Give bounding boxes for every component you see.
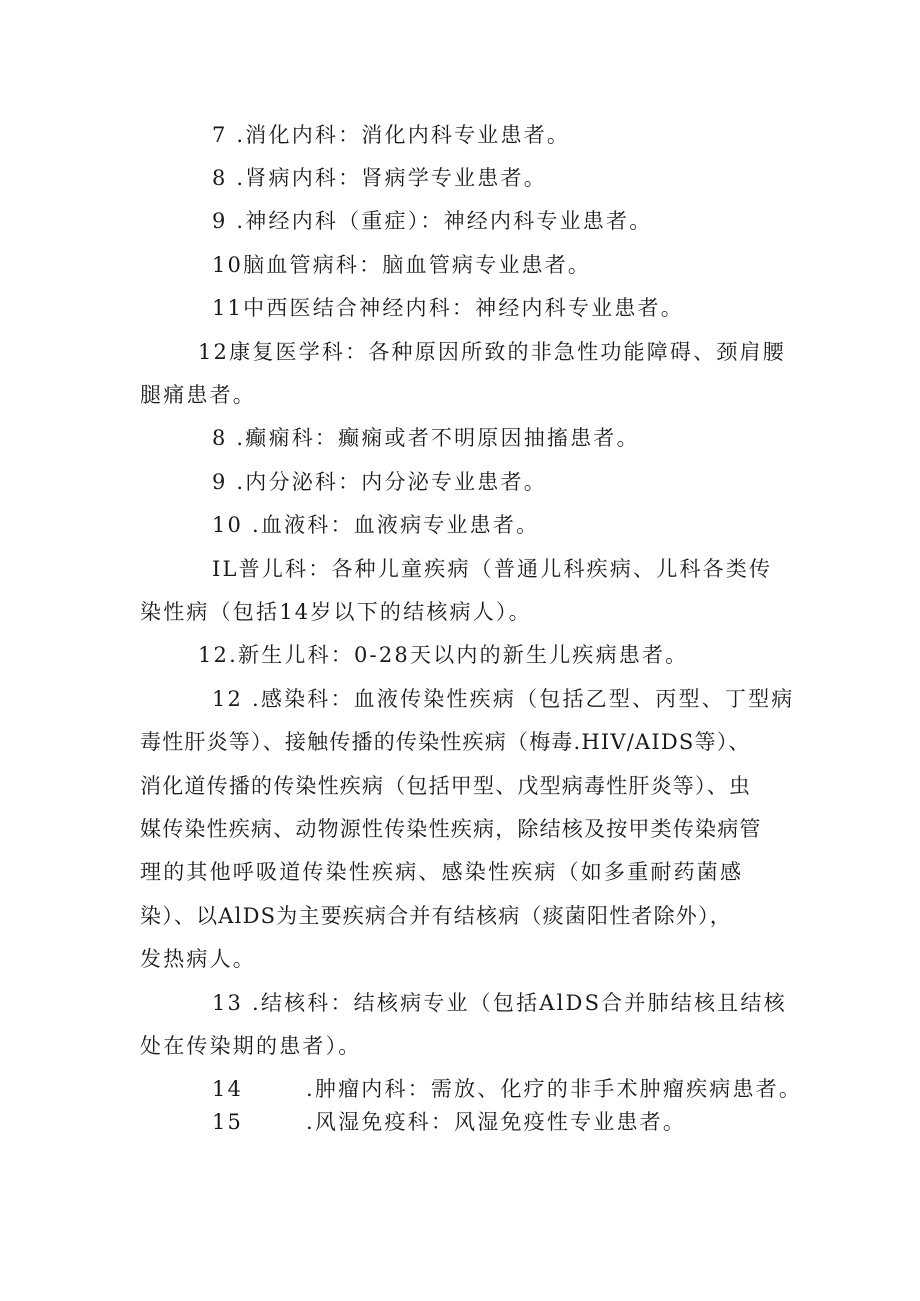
paragraph-line: 理的其他呼吸道传染性疾病、感染性疾病（如多重耐药菌感: [140, 860, 744, 884]
paragraph-line: 9 .神经内科（重症）：神经内科专业患者。: [212, 209, 653, 233]
paragraph-line: 染）、以AlDS为主要疾病合并有结核病（痰菌阳性者除外），: [140, 904, 732, 928]
paragraph-line: 10脑血管病科：脑血管病专业患者。: [212, 253, 592, 277]
item-number: 15: [212, 1110, 244, 1134]
paragraph-line: 发热病人。: [140, 947, 256, 971]
paragraph-line: 毒性肝炎等）、接触传播的传染性疾病（梅毒.HIV/AIDS等）、: [140, 730, 751, 754]
item-text: .肿瘤内科：需放、化疗的非手术肿瘤疾病患者。: [306, 1077, 803, 1101]
paragraph-line: 7 .消化内科：消化内科专业患者。: [212, 123, 571, 147]
paragraph-line: 消化道传播的传染性疾病（包括甲型、戊型病毒性肝炎等）、虫: [140, 774, 752, 798]
paragraph-line: 12.新生儿科：0-28天以内的新生儿疾病患者。: [198, 643, 689, 667]
paragraph-line: 13 .结核科：结核病专业（包括AlDS合并肺结核且结核: [212, 991, 787, 1015]
item-text: .风湿免疫科：风湿免疫性专业患者。: [306, 1110, 687, 1134]
paragraph-line: IL普儿科：各种儿童疾病（普通儿科疾病、儿科各类传: [212, 557, 773, 581]
paragraph-line: 10 .血液科：血液病专业患者。: [212, 513, 540, 537]
paragraph-line: 媒传染性疾病、动物源性传染性疾病，除结核及按甲类传染病管: [140, 817, 762, 841]
paragraph-line: 染性病（包括14岁以下的结核病人）。: [140, 600, 532, 624]
paragraph-line: 12 .感染科：血液传染性疾病（包括乙型、丙型、丁型病: [212, 687, 795, 711]
paragraph-line: 8 .癫痫科：癫痫或者不明原因抽搐患者。: [212, 426, 640, 450]
paragraph-line: 9 .内分泌科：内分泌专业患者。: [212, 470, 547, 494]
paragraph-line: 处在传染期的患者）。: [140, 1034, 362, 1058]
list-item-14: [212, 1075, 802, 1103]
paragraph-line: 12康复医学科：各种原因所致的非急性功能障碍、颈肩腰: [198, 340, 786, 364]
paragraph-line: 腿痛患者。: [140, 383, 256, 407]
item-number: 14: [212, 1077, 244, 1101]
list-item-15: [212, 1108, 686, 1136]
paragraph-line: 11中西医结合神经内科：神经内科专业患者。: [212, 296, 684, 320]
paragraph-line: 8 .肾病内科：肾病学专业患者。: [212, 166, 547, 190]
